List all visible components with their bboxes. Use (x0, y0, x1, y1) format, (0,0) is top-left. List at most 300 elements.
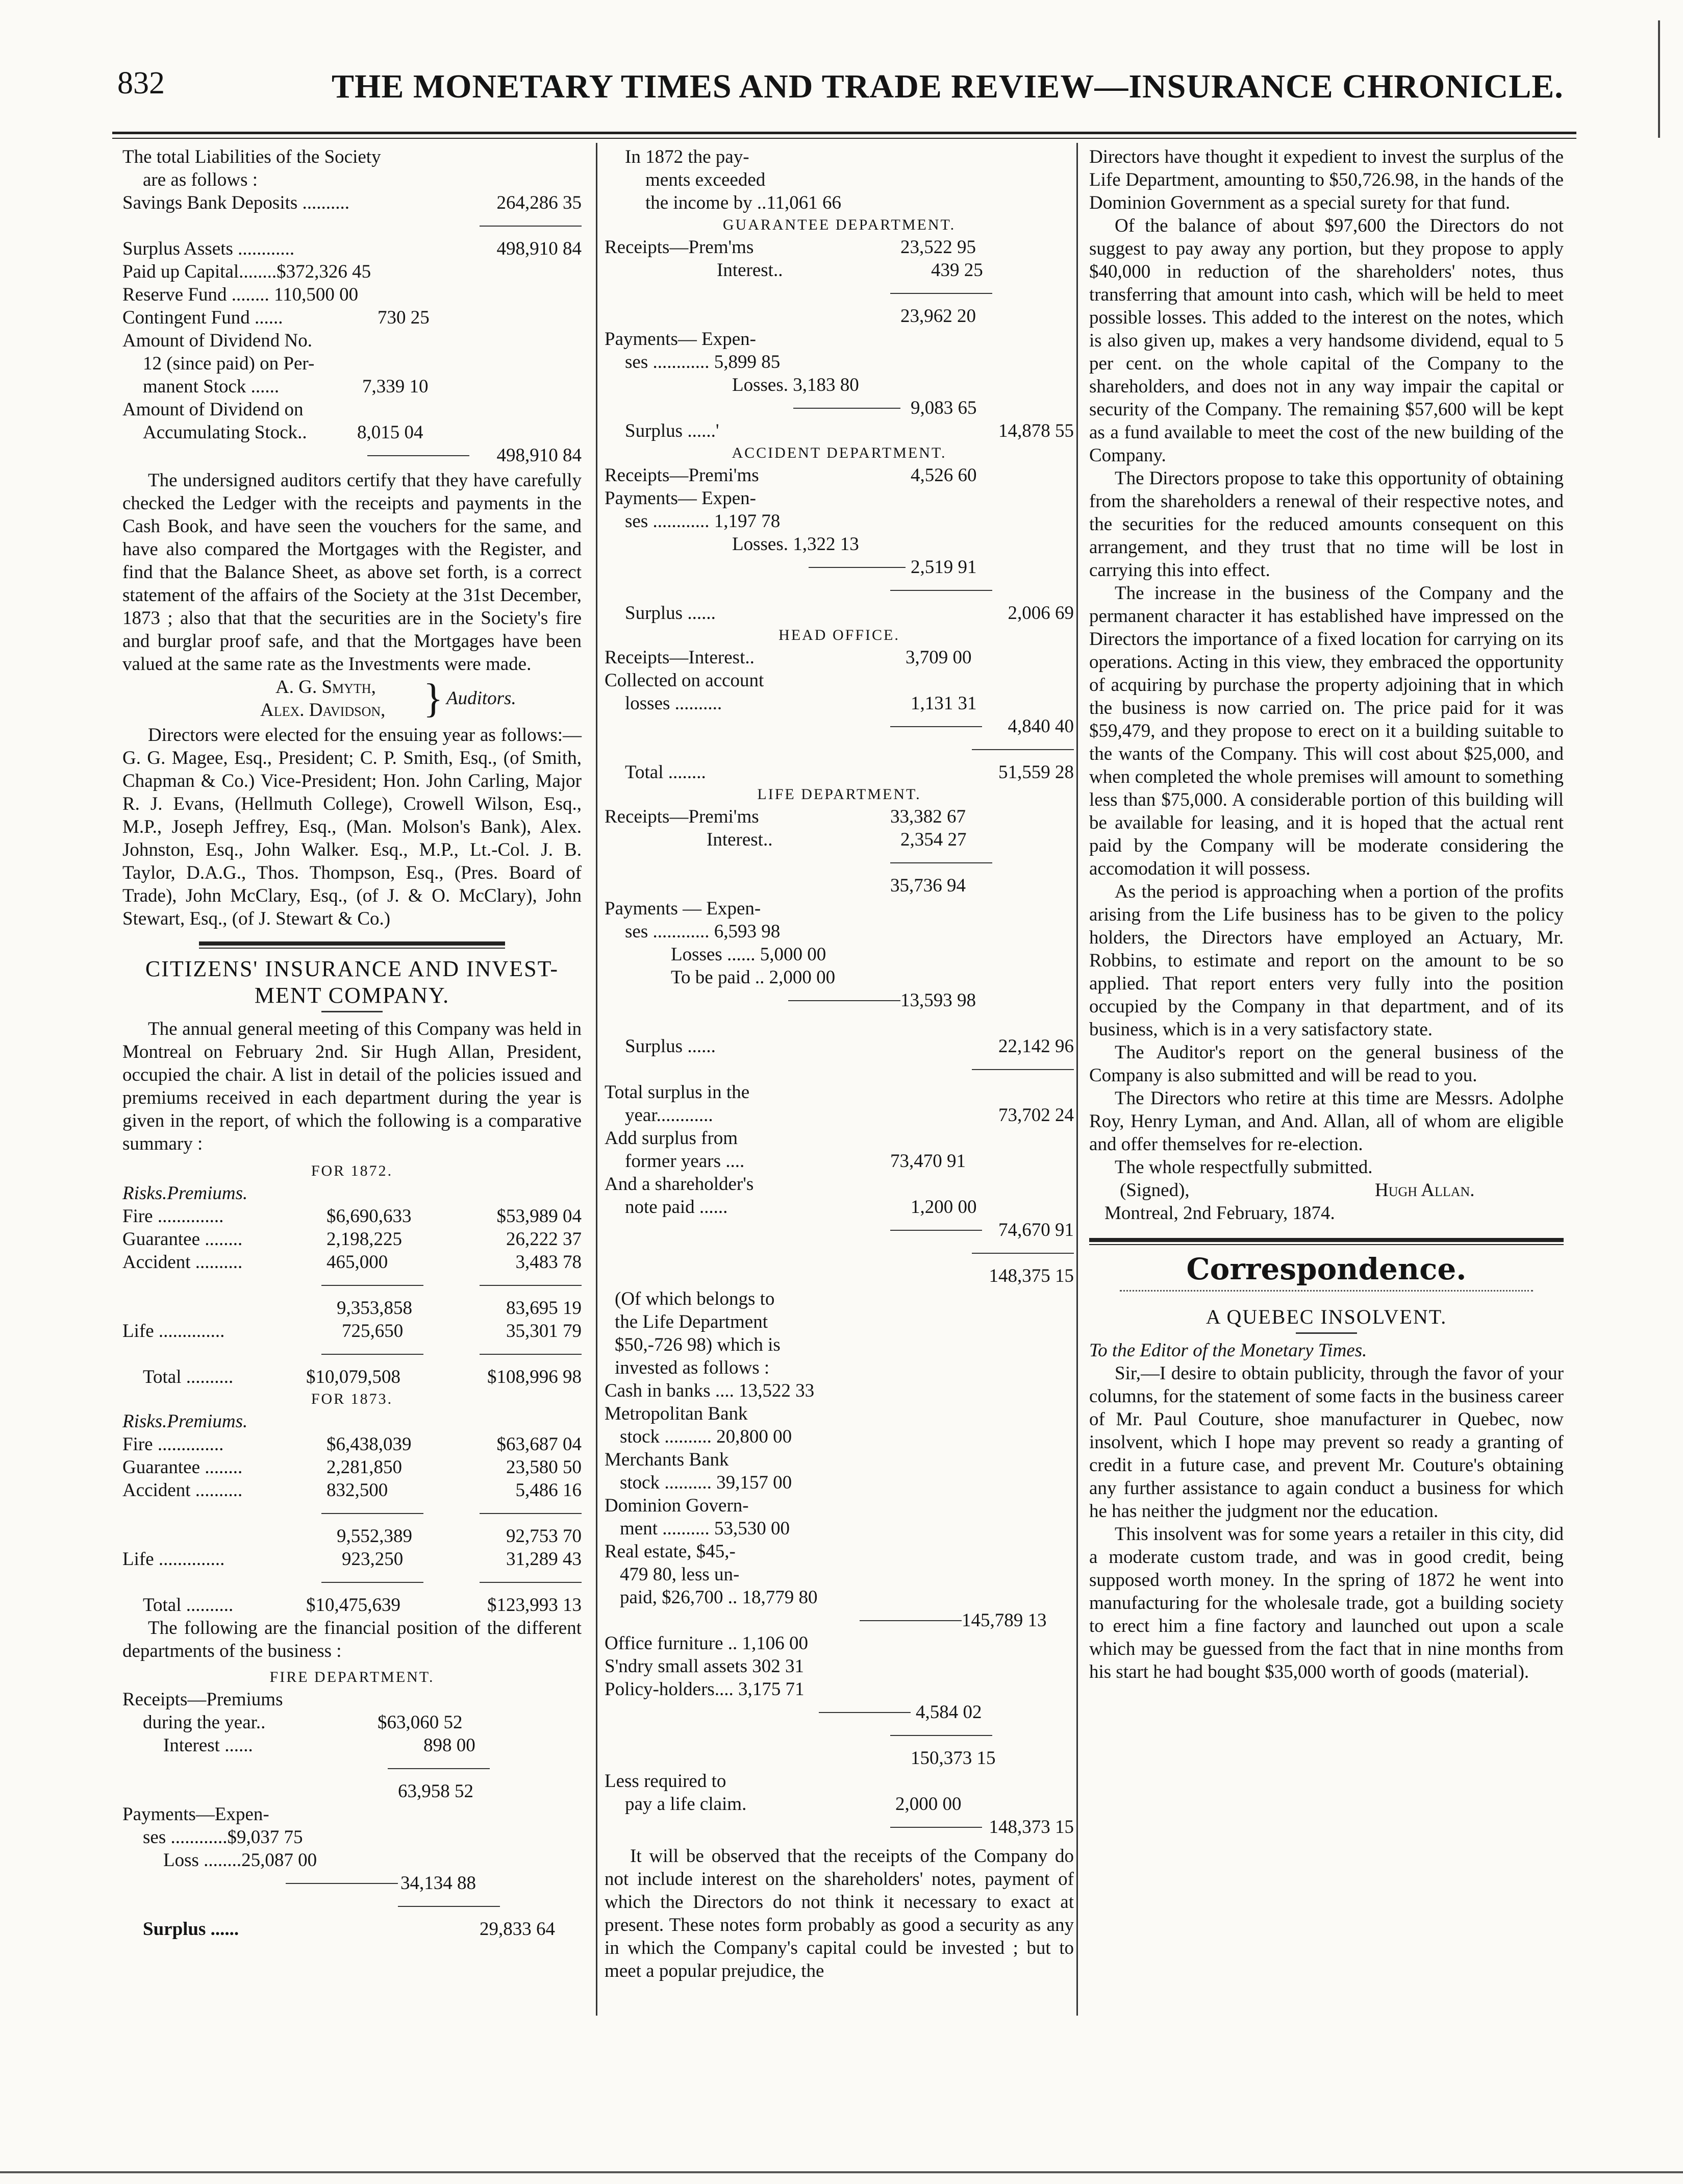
risk-cell: 465,000 (326, 1252, 388, 1273)
ledger-row (605, 236, 1074, 259)
ledger-label: Payments— Expen- (605, 329, 756, 350)
article-heading: CITIZENS' INSURANCE AND INVEST-MENT COMPANY. (145, 956, 559, 1008)
ledger-row (605, 1793, 1074, 1816)
article-paragraph: The Directors who retire at this time are Messrs. Adolphe Roy, Henry Lyman, and And. Allan, all of whom are eligible and offer themselves for re-election. (1089, 1088, 1564, 1155)
ledger-label: Add surplus from (605, 1128, 738, 1149)
premium-cell: 35,301 79 (506, 1321, 582, 1342)
premium-cell: 3,483 78 (515, 1252, 582, 1273)
department-heading: GUARANTEE DEPARTMENT. (722, 216, 956, 233)
sum-rule (890, 1827, 982, 1828)
investment-row (605, 1586, 1074, 1609)
table-row-label: Fire .............. (122, 1206, 224, 1227)
department-heading: FIRE DEPARTMENT. (269, 1669, 435, 1685)
ledger-label: Surplus Assets ............ (122, 238, 295, 259)
ledger-row (605, 920, 1074, 943)
table-row (122, 1251, 582, 1274)
table-row (122, 1205, 582, 1228)
ledger-row (605, 1035, 1074, 1058)
table-rule-row (605, 579, 1074, 602)
ledger-row (605, 646, 1074, 669)
risk-cell: 2,198,225 (326, 1229, 402, 1250)
ledger-total-row (605, 396, 1074, 419)
risk-cell: 923,250 (342, 1549, 404, 1570)
ledger-label: during the year.. (143, 1712, 266, 1733)
article-paragraph: Of the balance of about $97,600 the Directors do not suggest to pay away any portion, but they propose to apply $40,000 in reduction of the shareholders' notes, thus transferring that amount into cash, which will be held to meet possible losses. This added to the interest on the notes, which is also given up, makes a very handsome dividend, equal to 5 per cent. on the whole capital of the Company to the shareholders, and does not in any way impair the capital or security of the Company. The remaining $57,600 will be kept as a fund available to meet the cost of the new building of the Company. (1089, 215, 1564, 466)
article-paragraph: It will be observed that the receipts of the Company do not include interest on the shareholders' notes, payment of which the Directors do not think it necessary to exact at present. These notes form probably as good a security as any in which the Company's capital could be invested ; but to meet a popular prejudice, the (605, 1846, 1074, 1981)
ledger-label: S'ndry small assets 302 31 (605, 1656, 805, 1677)
ledger-row (605, 1264, 1074, 1287)
ledger-label: Receipts—Premi'ms (605, 806, 759, 827)
investment-label: 479 80, less un- (620, 1564, 740, 1585)
ledger-label: Office furniture .. 1,106 00 (605, 1633, 809, 1654)
ledger-row (122, 375, 582, 398)
ledger-row (605, 259, 1074, 282)
article-paragraph: The whole respectfully submitted. (1115, 1157, 1373, 1178)
letter-paragraph: This insolvent was for some years a retailer in this city, did a moderate custom trade, and was in good credit, being supposed worth money. In the spring of 1872 he went into manufacturing for the wholesale trade, got a building society to erect him a fine factory and launched out upon a scale which may be guessed from the fact that in nine months from his start he had bought $35,000 worth of goods (material). (1089, 1524, 1564, 1682)
article-paragraph: The annual general meeting of this Company was held in Montreal on February 2nd. Sir Hugh Allan, President, occupied the chair. A list in detail of the policies issued and premiums received in each department during the year is given in the report, of which the following is a comparative summary : (122, 1019, 582, 1154)
ledger-row (122, 237, 582, 260)
ledger-row (605, 761, 1074, 784)
table-rule-row (122, 1343, 582, 1366)
risk-cell: $10,475,639 (306, 1595, 400, 1616)
ledger-row (605, 510, 1074, 533)
risk-cell: $10,079,508 (306, 1367, 400, 1387)
table-rule-row (605, 851, 1074, 874)
premium-cell: 23,580 50 (506, 1457, 582, 1478)
ledger-value: 14,878 55 (998, 420, 1074, 441)
sum-rule (480, 226, 582, 227)
table-1873 (122, 1433, 582, 1502)
table-rule-row (122, 1274, 582, 1297)
ledger-row (605, 1150, 1074, 1173)
article-paragraph: The increase in the business of the Company and the permanent character it has established have impressed on the Directors the importance of a fixed location for carrying on its operations. Acting in this view, they embraced the opportunity of acquiring by purchase the property adjoining that in which the business is now carried on. The price paid for it was $59,479, and they propose to erect on it a building suitable to the wants of the Company. This will cost about $25,000, and when completed the whole premises will amount to something less than $75,000. A considerable portion of this building will be available for leasing, and it is hoped that the actual rent paid by the Company will be moderate considering the accomodation it will possess. (1089, 583, 1564, 879)
liabilities-intro-line (122, 145, 582, 168)
risks-header: Risks. (122, 1411, 167, 1432)
ledger-label: year............ (625, 1105, 713, 1126)
investment-row (605, 1379, 1074, 1402)
heading-rule (321, 1011, 383, 1012)
table-row-label: Fire .............. (122, 1434, 224, 1455)
table-row-label: Total .......... (143, 1595, 234, 1616)
ledger-value: 23,962 20 (900, 306, 976, 327)
ledger-label: Surplus ...... (625, 1036, 716, 1057)
department-heading: ACCIDENT DEPARTMENT. (732, 444, 947, 461)
ledger-label: In 1872 the pay- (625, 146, 749, 167)
table-row (122, 1479, 582, 1502)
ledger-value: 63,958 52 (398, 1781, 473, 1802)
investment-row (605, 1402, 1074, 1425)
sum-rule (809, 567, 906, 568)
ledger-value: 498,910 84 (496, 445, 582, 466)
premium-cell: $108,996 98 (487, 1367, 582, 1387)
page-edge-shadow (1658, 20, 1660, 138)
ledger-row (605, 464, 1074, 487)
ledger-value: 35,736 94 (890, 875, 966, 896)
investment-label: Real estate, $45,- (605, 1541, 736, 1562)
ornamental-rule (1120, 1290, 1533, 1292)
investment-label: Dominion Govern- (605, 1495, 749, 1516)
sum-rule (890, 293, 992, 294)
ledger-total-row (605, 556, 1074, 579)
ledger-row (605, 419, 1074, 442)
table-rule-row (605, 1058, 1074, 1081)
table-1872 (122, 1205, 582, 1274)
ledger-value: 13,593 98 (900, 990, 976, 1011)
ledger-value: 4,840 40 (1008, 716, 1074, 737)
investment-row (605, 1471, 1074, 1494)
bottom-scan-edge (0, 2171, 1683, 2173)
column-divider-1 (596, 143, 597, 2016)
auditors-label: Auditors. (446, 688, 516, 709)
signed-date: Montreal, 2nd February, 1874. (1104, 1203, 1335, 1224)
table-rule-row (605, 738, 1074, 761)
ledger-total-row (605, 989, 1074, 1012)
ledger-value: 4,584 02 (916, 1702, 982, 1723)
premium-cell: 26,222 37 (506, 1229, 582, 1250)
premiums-header: Premiums. (167, 1183, 248, 1204)
premium-cell: 31,289 43 (506, 1549, 582, 1570)
section-rule (199, 941, 505, 946)
ledger-label: pay a life claim. (625, 1794, 747, 1815)
sum-rule (367, 455, 469, 456)
sum-rule (972, 1253, 1074, 1254)
ledger-value: 498,910 84 (496, 238, 582, 259)
ledger-value: 264,286 35 (496, 192, 582, 213)
risk-cell: 9,353,858 (337, 1298, 412, 1319)
ledger-value: 898 00 (423, 1735, 475, 1756)
risks-header: Risks. (122, 1183, 167, 1204)
publication-title: THE MONETARY TIMES AND TRADE REVIEW—INSURANCE CHRONICLE. (332, 68, 1564, 105)
ledger-row (605, 168, 1074, 191)
sum-rule (972, 749, 1074, 750)
ledger-value: 148,375 15 (989, 1265, 1074, 1286)
sum-rule (819, 1712, 911, 1713)
ledger-label: Losses ...... 5,000 00 (671, 944, 826, 965)
sum-rule (321, 1582, 423, 1583)
ledger-value: 145,789 13 (962, 1610, 1047, 1631)
page-header (117, 61, 1597, 117)
investment-label: Merchants Bank (605, 1449, 729, 1470)
ledger-row (605, 828, 1074, 851)
investment-row (605, 1563, 1074, 1586)
ledger-row (122, 398, 582, 421)
year-heading: FOR 1872. (311, 1162, 393, 1179)
investment-label: Cash in banks .... 13,522 33 (605, 1380, 815, 1401)
sum-rule (480, 1513, 582, 1514)
article-paragraph: As the period is approaching when a portion of the profits arising from the Life business has to be given to the policy holders, the Directors have employed an Actuary, Mr. Robbins, to estimate and report on the amount to be so applied. That report enters very fully into the position occupied by the Company in that department, and of its business, which is in a very satisfactory state. (1089, 881, 1564, 1040)
table-row (122, 1456, 582, 1479)
signed-label: (Signed), (1120, 1180, 1190, 1201)
ledger-label: Receipts—Prem'ms (605, 237, 754, 258)
table-row-label: Guarantee ........ (122, 1457, 243, 1478)
table-total-row (122, 1594, 582, 1617)
correspondence-heading: Correspondence. (1186, 1252, 1467, 1286)
ledger-value: 7,339 10 (362, 376, 429, 397)
ledger-value: 23,522 95 (900, 237, 976, 258)
premium-cell: $53,989 04 (496, 1206, 582, 1227)
ledger-row (605, 328, 1074, 351)
date-row (1089, 1202, 1564, 1225)
ledger-label: Surplus ...... (625, 603, 716, 624)
table-row (122, 1228, 582, 1251)
ledger-label: Policy-holders.... 3,175 71 (605, 1679, 805, 1700)
table-rule-row (122, 1502, 582, 1525)
column-3 (1089, 145, 1564, 1683)
ledger-label: Savings Bank Deposits .......... (122, 192, 350, 213)
ledger-total-row (605, 715, 1074, 738)
ledger-value: 9,083 65 (911, 398, 977, 418)
risk-cell: 9,552,389 (337, 1526, 412, 1547)
investment-row (605, 1425, 1074, 1448)
directors-paragraph: Directors were elected for the ensuing year as follows:—G. G. Magee, Esq., President; C. P. Smith, Esq., (of Smith, Chapman & Co.) Vice-President; Hon. John Carling, Major R. J. Evans, (Hellmuth College), Crowell Wilson, Esq., M.P., Joseph Jeffrey, Esq., (Man. Molson's Bank), Alex. Johnston, Esq., John Walker. Esq., M.P., Lt.-Col. J. B. Taylor, D.A.G., Thos. Thompson, Esq., (Pres. Board of Trade), John McClary, Esq., (of J. & O. McClary), John Stewart, Esq., (of J. Stewart & Co.) (122, 725, 582, 929)
column-2 (605, 145, 1074, 1982)
section-rule-thin (199, 948, 505, 949)
ledger-row (122, 421, 582, 444)
sum-rule (398, 1906, 500, 1907)
ledger-label: Less required to (605, 1771, 726, 1792)
section-rule-thin (1089, 1244, 1564, 1245)
investment-note: (Of which belongs to the Life Department $50,-726 98) which is invested as follows : (615, 1288, 781, 1378)
ledger-label: Payments—Expen- (122, 1804, 269, 1825)
premium-cell: 83,695 19 (506, 1298, 582, 1319)
ledger-label: Receipts—Premiums (122, 1689, 283, 1710)
ledger-label: Interest.. (717, 260, 783, 281)
investment-row (605, 1448, 1074, 1471)
ledger-label: Payments— Expen- (605, 488, 756, 509)
ledger-label: Losses. 3,183 80 (732, 375, 859, 395)
ledger-total-row (605, 1609, 1074, 1632)
ledger-value: 4,526 60 (911, 465, 977, 486)
ledger-value: $63,060 52 (378, 1712, 463, 1733)
ledger-label: Amount of Dividend on (122, 399, 304, 420)
table-rule-row (122, 1895, 582, 1918)
ledger-row (122, 306, 582, 329)
ledger-row (122, 1826, 582, 1849)
page-number: 832 (117, 66, 165, 101)
ledger-row (122, 1803, 582, 1826)
ledger-row (122, 1734, 582, 1757)
ledger-row (122, 352, 582, 375)
letter-salutation: To the Editor of the Monetary Times. (1089, 1340, 1367, 1361)
section-rule (1089, 1238, 1564, 1242)
ledger-value: 150,373 15 (911, 1748, 996, 1769)
ledger-row (605, 145, 1074, 168)
table-row (122, 1525, 582, 1548)
ledger-label: Total surplus in the (605, 1082, 750, 1103)
liabilities-intro-2: are as follows : (143, 169, 258, 190)
ledger-label: Reserve Fund ........ 110,500 00 (122, 284, 359, 305)
ledger-row (605, 943, 1074, 966)
liabilities-intro: The total Liabilities of the Society (122, 146, 381, 167)
sum-rule (890, 726, 982, 727)
ledger-label: Payments — Expen- (605, 898, 761, 919)
ledger-total-row (122, 444, 582, 467)
ledger-total-row (122, 1872, 582, 1895)
ledger-row (605, 1747, 1074, 1770)
ledger-value: 33,382 67 (890, 806, 966, 827)
year-heading: FOR 1873. (311, 1391, 393, 1407)
auditors-paragraph: The undersigned auditors certify that they have carefully checked the Ledger with the receipts and payments in the Cash Book, and have seen the vouchers for the same, and have also compared the Mortgages with the Register, and find that the Balance Sheet, as above set forth, is a correct statement of the affairs of the Society at the 31st December, 1873 ; also that that the securities are in the Society's fire and burglar proof safe, and that the Mortgages have been valued at the same rate as the Investments were made. (122, 470, 582, 675)
ledger-label: Interest ...... (163, 1735, 253, 1756)
ledger-row (605, 351, 1074, 374)
ledger-value: 74,670 91 (998, 1220, 1074, 1240)
ledger-value: 730 25 (378, 307, 430, 328)
ledger-row (605, 1104, 1074, 1127)
ledger-value: 439 25 (931, 260, 983, 281)
ledger-row (605, 874, 1074, 897)
ledger-label: And a shareholder's (605, 1174, 754, 1195)
ledger-row (605, 1127, 1074, 1150)
heading-rule (1296, 1332, 1357, 1334)
sum-rule (890, 862, 992, 863)
ledger-label: Interest.. (707, 829, 773, 850)
ledger-row (122, 191, 582, 214)
ledger-row (605, 533, 1074, 556)
auditor-name: A. G. Smyth, (275, 677, 376, 698)
ledger-value: 2,519 91 (911, 557, 977, 578)
sum-rule (321, 1513, 423, 1514)
article-paragraph: The Directors propose to take this opportunity of obtaining from the shareholders a renewal of their respective notes, and the securities for the reduced amounts consequent on this arrangement, and they trust that no time will be lost in carrying this into effect. (1089, 468, 1564, 581)
ledger-label: ses ............ 5,899 85 (625, 352, 781, 373)
table-row (122, 1297, 582, 1320)
sum-rule (480, 1354, 582, 1355)
risk-cell: 832,500 (326, 1480, 388, 1501)
table-row-label: Guarantee ........ (122, 1229, 243, 1250)
ledger-total-row (605, 1701, 1074, 1724)
table-rule-row (605, 282, 1074, 305)
department-heading: LIFE DEPARTMENT. (757, 786, 921, 803)
ledger-label: ses ............$9,037 75 (143, 1827, 303, 1848)
ledger-value: 2,006 69 (1008, 603, 1074, 624)
ledger-row (605, 1770, 1074, 1793)
ledger-row (605, 692, 1074, 715)
sum-rule (321, 1354, 423, 1355)
ledger-row (605, 1173, 1074, 1196)
ledger-value: 8,015 04 (357, 422, 423, 443)
premium-cell: $123,993 13 (487, 1595, 582, 1616)
brace-glyph: } (423, 676, 443, 721)
ledger-value: 51,559 28 (998, 762, 1074, 783)
investment-label: stock .......... 20,800 00 (620, 1426, 792, 1447)
table-total-row (122, 1366, 582, 1388)
article-paragraph: Directors have thought it expedient to invest the surplus of the Life Department, amounting to $50,726.98, in the hands of the Dominion Government as a special surety for that fund. (1089, 146, 1564, 213)
ledger-value: 73,702 24 (998, 1105, 1074, 1126)
ledger-value: 22,142 96 (998, 1036, 1074, 1057)
ledger-label: Collected on account (605, 670, 764, 691)
signature-row (1089, 1179, 1564, 1202)
premium-cell: 92,753 70 (506, 1526, 582, 1547)
sum-rule (890, 1230, 982, 1231)
risk-cell: $6,438,039 (326, 1434, 412, 1455)
table-row (122, 1320, 582, 1343)
table-row-label: Accident .......... (122, 1252, 243, 1273)
sum-rule (890, 590, 992, 591)
investment-row (605, 1517, 1074, 1540)
table-row-label: Life .............. (122, 1549, 225, 1570)
ledger-label: the income by ..11,061 66 (645, 192, 841, 213)
ledger-value: 34,134 88 (400, 1873, 476, 1894)
ledger-row (605, 305, 1074, 328)
ledger-row (122, 1688, 582, 1711)
ledger-label: Receipts—Premi'ms (605, 465, 759, 486)
ledger-row (605, 1632, 1074, 1655)
column-divider-2 (1076, 143, 1078, 2016)
ledger-label: Total ........ (625, 762, 706, 783)
ledger-label: manent Stock ...... (143, 376, 280, 397)
risk-cell: $6,690,633 (326, 1206, 412, 1227)
premiums-header: Premiums. (167, 1411, 248, 1432)
column-1 (122, 145, 582, 1941)
risk-cell: 2,281,850 (326, 1457, 402, 1478)
ledger-label: Accumulating Stock.. (143, 422, 307, 443)
article-paragraph: The Auditor's report on the general business of the Company is also submitted and will be read to you. (1089, 1042, 1564, 1086)
rule-row (122, 214, 582, 237)
sum-rule (972, 1069, 1074, 1070)
auditors-signature (122, 676, 582, 722)
ledger-row (122, 1849, 582, 1872)
sum-rule (793, 408, 900, 409)
sum-rule (480, 1582, 582, 1583)
table-rule-row (605, 1724, 1074, 1747)
ledger-value: 3,709 00 (906, 647, 972, 668)
table-rule-row (122, 1757, 582, 1780)
header-rule (112, 132, 1576, 134)
sum-rule (286, 1883, 398, 1884)
investment-label: stock .......... 39,157 00 (620, 1472, 792, 1493)
signer-name: Hugh Allan. (1375, 1180, 1475, 1201)
investment-label: ment .......... 53,530 00 (620, 1518, 790, 1539)
liabilities-intro-line-2 (122, 168, 582, 191)
ledger-row (605, 805, 1074, 828)
financial-intro: The following are the financial position of the different departments of the business : (122, 1618, 582, 1661)
department-heading: HEAD OFFICE. (778, 627, 900, 643)
investment-list (605, 1379, 1074, 1609)
header-rule-thin (112, 138, 1576, 139)
ledger-row (605, 487, 1074, 510)
ledger-label: To be paid .. 2,000 00 (671, 967, 836, 988)
table-rule-row (122, 1571, 582, 1594)
table-row (122, 1548, 582, 1571)
table-header (122, 1182, 582, 1205)
sum-rule (388, 1768, 490, 1769)
ledger-row (122, 1780, 582, 1803)
ledger-row (605, 897, 1074, 920)
ledger-value: 73,470 91 (890, 1151, 966, 1172)
ledger-label: former years .... (625, 1151, 745, 1172)
ledger-total-row (605, 1219, 1074, 1242)
table-header (122, 1410, 582, 1433)
ledger-row (605, 1196, 1074, 1219)
ledger-label: Surplus ...... (143, 1919, 239, 1940)
ledger-label: losses .......... (625, 693, 722, 714)
ledger-row (122, 1711, 582, 1734)
investment-label: paid, $26,700 .. 18,779 80 (620, 1587, 818, 1608)
ledger-label: ses ............ 1,197 78 (625, 511, 781, 532)
ledger-value: 29,833 64 (480, 1919, 555, 1940)
ledger-row (605, 1678, 1074, 1701)
ledger-label: ments exceeded (645, 169, 766, 190)
table-row (122, 1433, 582, 1456)
investment-row (605, 1540, 1074, 1563)
sum-rule (788, 1000, 900, 1001)
letter-paragraph: Sir,—I desire to obtain publicity, through the favor of your columns, for the statement of some facts in the business career of Mr. Paul Couture, shoe manufacturer in Quebec, now insolvent, which I hope may prevent so ready a granting of credit in a future case, and prevent Mr. Couture's obtaining any further assistance to again conduct a business for which he has neither the judgment nor the education. (1089, 1363, 1564, 1522)
ledger-row (122, 1918, 582, 1941)
ledger-row (605, 191, 1074, 214)
table-row-label: Accident .......... (122, 1480, 243, 1501)
ledger-value: 1,200 00 (911, 1197, 977, 1218)
ledger-value: 1,131 31 (911, 693, 977, 714)
investment-row (605, 1494, 1074, 1517)
